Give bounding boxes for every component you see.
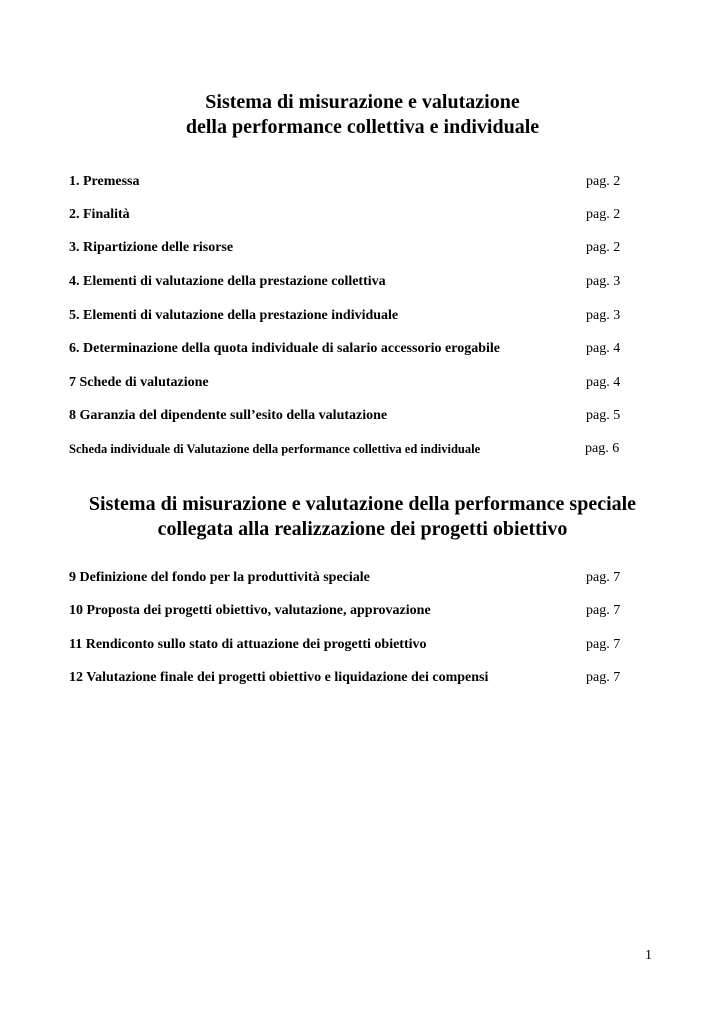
toc-entry-label: 4. Elementi di valutazione della prestazione collettiva: [69, 274, 386, 289]
toc-entry-label: 7 Schede di valutazione: [69, 375, 209, 390]
section2-title: [0, 492, 725, 542]
section2-title-line-1: Sistema di misurazione e valutazione della performance speciale: [88, 493, 637, 515]
toc-entry-page: pag. 2: [586, 240, 621, 255]
toc-entry-13: [69, 668, 629, 688]
section1-title: [0, 90, 725, 140]
section1-title-line-1: Sistema di misurazione e valutazione: [205, 91, 520, 113]
section1-title-line-2: della performance collettiva e individuale: [185, 116, 540, 138]
toc-entry-label: Scheda individuale di Valutazione della performance collettiva ed individuale: [69, 442, 481, 456]
toc-entry-page: pag. 3: [586, 308, 621, 323]
toc-entry-page: pag. 2: [586, 207, 621, 222]
toc-entry-11: [69, 601, 629, 621]
section2-title-line-2: collegata alla realizzazione dei progetti obiettivo: [157, 518, 568, 540]
toc-entry-label: 5. Elementi di valutazione della prestazione individuale: [69, 308, 399, 323]
toc-entry-page: pag. 7: [586, 637, 621, 652]
toc-entry-page: pag. 7: [586, 670, 621, 685]
page-number: 1: [645, 948, 652, 963]
toc-entry-5: [69, 306, 629, 326]
toc-entry-10: [69, 568, 629, 588]
toc-entry-label: 1. Premessa: [69, 174, 140, 189]
toc-entry-12: [69, 635, 629, 655]
toc-entry-label: 6. Determinazione della quota individuale di salario accessorio erogabile: [69, 341, 500, 356]
toc-entry-page: pag. 3: [586, 274, 621, 289]
toc-entry-2: [69, 205, 629, 225]
toc-entry-page: pag. 5: [586, 408, 621, 423]
toc-entry-7: [69, 373, 629, 393]
toc-entry-3: [69, 238, 629, 258]
toc-entry-label: 10 Proposta dei progetti obiettivo, valutazione, approvazione: [69, 603, 431, 618]
toc-entry-label: 12 Valutazione finale dei progetti obiettivo e liquidazione dei compensi: [69, 670, 489, 685]
toc-entry-label: 8 Garanzia del dipendente sull’esito della valutazione: [69, 408, 388, 423]
toc-entry-label: 2. Finalità: [69, 207, 130, 222]
toc-entry-label: 3. Ripartizione delle risorse: [69, 240, 234, 255]
toc-entry-label: 11 Rendiconto sullo stato di attuazione dei progetti obiettivo: [69, 637, 427, 652]
toc-entry-page: pag. 2: [586, 174, 621, 189]
toc-entry-9: [69, 439, 629, 459]
toc-entry-4: [69, 272, 629, 292]
toc-entry-page: pag. 6: [585, 441, 620, 456]
toc-entry-page: pag. 4: [586, 341, 621, 356]
toc-entry-page: pag. 7: [586, 603, 621, 618]
toc-entry-8: [69, 406, 629, 426]
toc-entry-page: pag. 4: [586, 375, 621, 390]
toc-entry-page: pag. 7: [586, 570, 621, 585]
toc-entry-1: [69, 172, 629, 192]
toc-entry-6: [69, 339, 629, 359]
toc-entry-label: 9 Definizione del fondo per la produttività speciale: [69, 570, 370, 585]
